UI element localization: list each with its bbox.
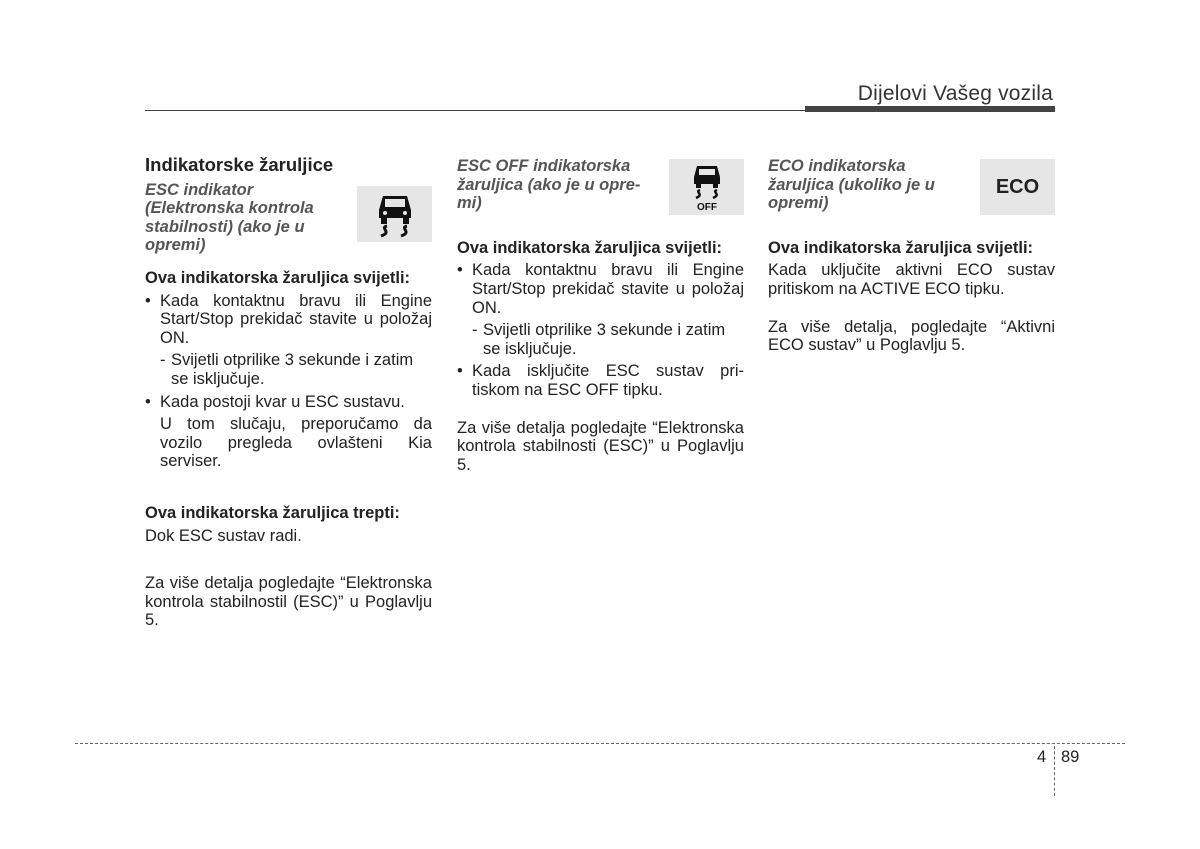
blink-heading: Ova indikatorska žaruljica trepti: bbox=[145, 503, 400, 522]
esc-off-icon bbox=[669, 159, 744, 215]
on-heading: Ova indikatorska žaruljica svijetli: bbox=[768, 238, 1034, 257]
esc-off-subtitle: ESC OFF indikatorska žaruljica (ako je u opre- mi) bbox=[457, 157, 641, 213]
column-esc-indicator bbox=[145, 152, 432, 630]
header-rule bbox=[145, 110, 808, 111]
blink-text: Dok ESC sustav radi. bbox=[145, 526, 302, 545]
esc-skid-car-icon bbox=[357, 186, 432, 242]
esc-indicator-subtitle: ESC indikator (Elektronska kontrola stabilnosti) (ako je u opremi) bbox=[145, 180, 314, 255]
eco-indicator-icon bbox=[980, 159, 1055, 215]
reference-text: Za više detalja, pogledajte “Aktivni ECO sustav” u Poglavlju 5. bbox=[768, 317, 1055, 355]
column-esc-off-indicator bbox=[457, 152, 744, 474]
on-heading: Ova indikatorska žaruljica svijetli: bbox=[145, 268, 411, 287]
reference-text: Za više detalja pogledajte “Elektronska kontrola stabilnostil (ESC)” u Poglavlju 5. bbox=[145, 574, 432, 630]
esc-off-icon-label: OFF bbox=[696, 202, 717, 212]
page-number: 89 bbox=[1061, 748, 1080, 766]
chapter-number: 4 bbox=[1037, 748, 1047, 766]
page-number-divider bbox=[1054, 746, 1055, 796]
list-subitem: - Svijetli otprilike 3 sekunde i zatim se isključuje. bbox=[145, 351, 432, 388]
footer-divider bbox=[75, 743, 1125, 744]
list-item: • Kada postoji kvar u ESC sustavu. bbox=[145, 393, 432, 412]
list-item-detail: U tom slučaju, preporučamo da vozilo pregleda ovlašteni Kia serviser. bbox=[160, 415, 432, 471]
eco-icon-label: ECO bbox=[995, 175, 1040, 198]
page-header-title: Dijelovi Vašeg vozila bbox=[857, 82, 1053, 105]
eco-on-text: Kada uključite aktivni ECO sustav pritiskom na ACTIVE ECO tipku. bbox=[768, 261, 1055, 298]
list-item: • Kada isključite ESC sustav pri- tiskom na ESC OFF tipku. bbox=[457, 362, 744, 399]
eco-subtitle: ECO indikatorska žaruljica (ukoliko je u opremi) bbox=[768, 157, 935, 213]
list-subitem: - Svijetli otprilike 3 sekunde i zatim se isključuje. bbox=[457, 321, 744, 358]
list-item: • Kada kontaktnu bravu ili Engine Start/Stop prekidač stavite u položaj ON. bbox=[145, 292, 432, 348]
header-rule-accent bbox=[805, 106, 1055, 112]
reference-text: Za više detalja pogledajte “Elektronska kontrola stabilnosti (ESC)” u Poglavlju 5. bbox=[457, 418, 744, 474]
on-heading: Ova indikatorska žaruljica svijetli: bbox=[457, 238, 723, 257]
list-item: • Kada kontaktnu bravu ili Engine Start/Stop prekidač stavite u položaj ON. bbox=[457, 261, 744, 317]
section-title: Indikatorske žaruljice bbox=[145, 154, 334, 175]
column-eco-indicator bbox=[768, 152, 1055, 355]
